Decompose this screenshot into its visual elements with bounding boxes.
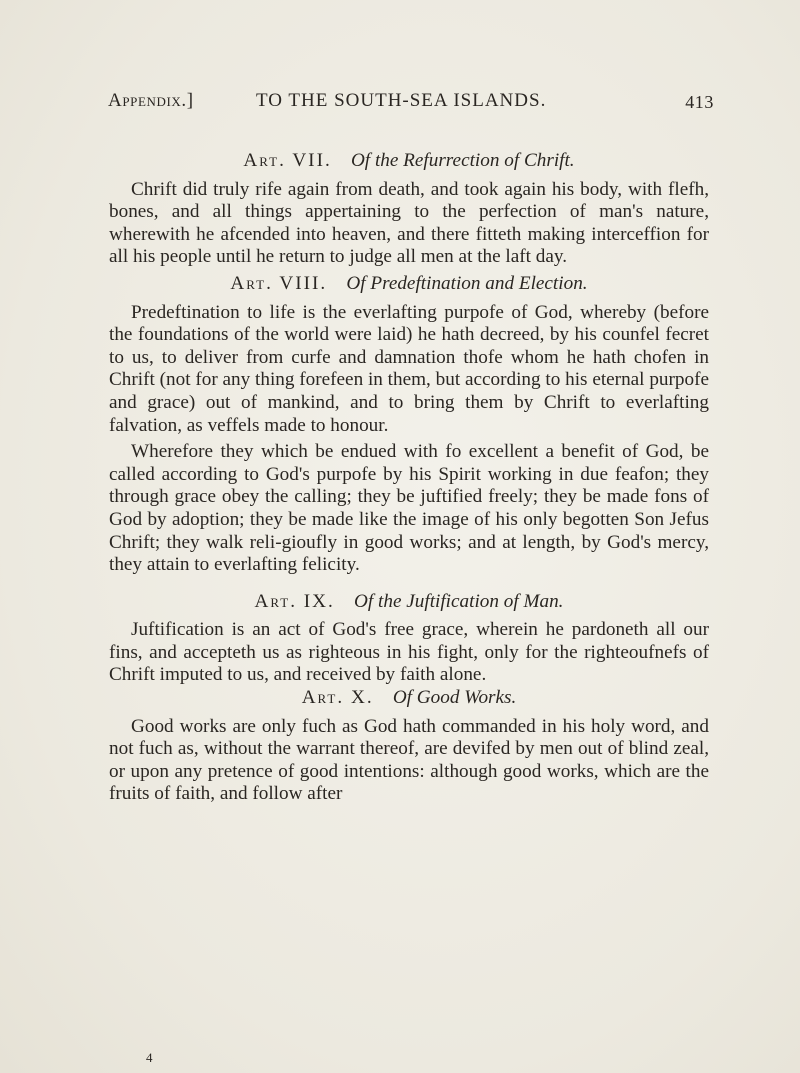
article-heading [109, 273, 709, 296]
article-title: Of the Juftification of Man. [354, 590, 564, 612]
article-label: Art. VIII. [230, 272, 328, 294]
article-label: Art. X. [301, 687, 374, 709]
signature-mark: 4 [146, 1050, 153, 1065]
paragraph: Wherefore they which be endued with fo excellent a benefit of God, be called according to God's purpofe by his Spirit working in due feafon; they through grace obey the calling; they be juftified freely; they be made fons of God by adoption; they be made like the image of his only begotten Son Jefus Chrift; they walk reli-gioufly in good works; and at length, by God's mercy, they attain to everlafting felicity. [109, 441, 709, 576]
article-label: Art. VII. [243, 150, 332, 171]
page-body [109, 150, 709, 806]
running-header [108, 84, 714, 114]
header-title: TO THE SOUTH-SEA ISLANDS. [256, 90, 547, 111]
page-number: 413 [685, 92, 714, 112]
article-title: Of Good Works. [392, 687, 517, 709]
header-section: Appendix.] [108, 90, 194, 111]
paragraph: Chrift did truly rife again from death, and took again his body, with flefh, bones, and all things appertaining to the perfection of man's nature, wherewith he afcended into heaven, and there fitteth making interceffion for all his people until he return to judge all men at the laft day. [109, 178, 709, 268]
paragraph: Good works are only fuch as God hath commanded in his holy word, and not fuch as, without the warrant thereof, are devifed by men out of blind zeal, or upon any pretence of good intentions: although good works, which are the fruits of faith, and follow after [109, 715, 709, 805]
paragraph: Predeftination to life is the everlafting purpofe of God, whereby (before the foundations of the world were laid) he hath decreed, by his counfel fecret to us, to deliver from curfe and damnation thofe whom he hath chofen in Chrift (not for any thing forefeen in them, but according to his eternal purpofe and grace) out of mankind, and to bring them by Chrift to everlafting falvation, as veffels made to honour. [109, 301, 709, 436]
article-label: Art. IX. [254, 590, 335, 612]
article-title: Of the Refurrection of Chrift. [350, 150, 575, 171]
article-heading [109, 150, 709, 173]
article-heading [109, 687, 709, 710]
paragraph: Juftification is an act of God's free grace, wherein he pardoneth all our fins, and accepteth us as righteous in his fight, only for the righteoufnefs of Chrift imputed to us, and received by faith alone. [109, 619, 709, 686]
article-title: Of Predeftination and Election. [346, 272, 588, 294]
article-heading [109, 591, 709, 614]
